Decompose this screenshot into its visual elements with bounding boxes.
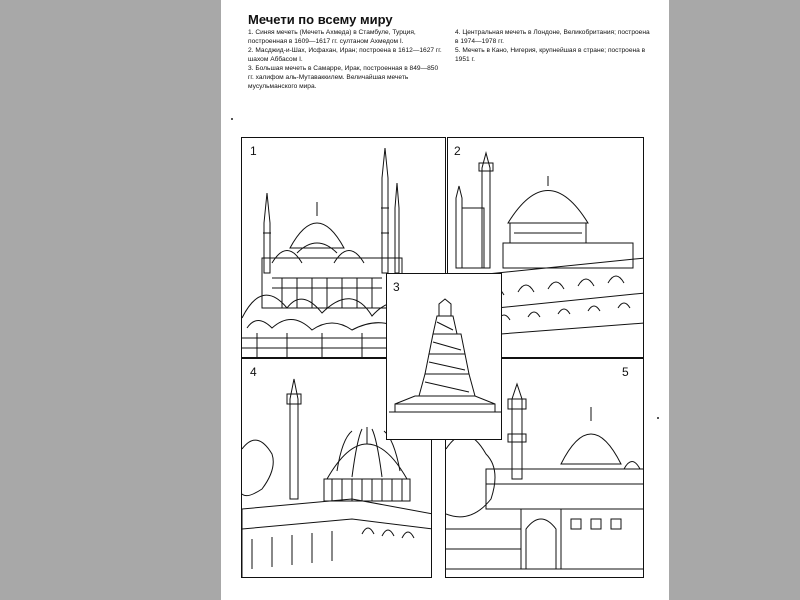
panel-number: 5 — [622, 365, 629, 379]
description-3: 3. Большая мечеть в Самарре, Ирак, построенная в 849—850 гг. халифом аль-Мутаваккилем. Величайшая мечеть мусульманского мира. — [248, 65, 439, 90]
document-page — [221, 0, 669, 600]
scan-speck — [657, 417, 659, 419]
panel-number: 1 — [250, 144, 257, 158]
description-5: 5. Мечеть в Кано, Нигерия, крупнейшая в стране; построена в 1951 г. — [455, 47, 646, 63]
description-4: 4. Центральная мечеть в Лондоне, Великобритания; построена в 1974—1978 гг. — [455, 29, 650, 45]
panel-3-illustration — [386, 273, 502, 440]
description-column-right — [455, 28, 653, 64]
description-1: 1. Синяя мечеть (Мечеть Ахмеда) в Стамбуле, Турция, построенная в 1609—1617 гг. султаном Ахмедом I. — [248, 29, 416, 45]
description-2: 2. Масджид-и-Шах, Исфахан, Иран; построена в 1612—1627 гг. шахом Аббасом I. — [248, 47, 442, 63]
samarra-spiral-minaret-drawing — [387, 274, 502, 440]
description-column-left — [248, 28, 444, 91]
panel-number: 4 — [250, 365, 257, 379]
scan-speck — [231, 118, 233, 120]
panel-number: 2 — [454, 144, 461, 158]
page-title: Мечети по всему миру — [248, 12, 393, 27]
panel-number: 3 — [393, 280, 400, 294]
